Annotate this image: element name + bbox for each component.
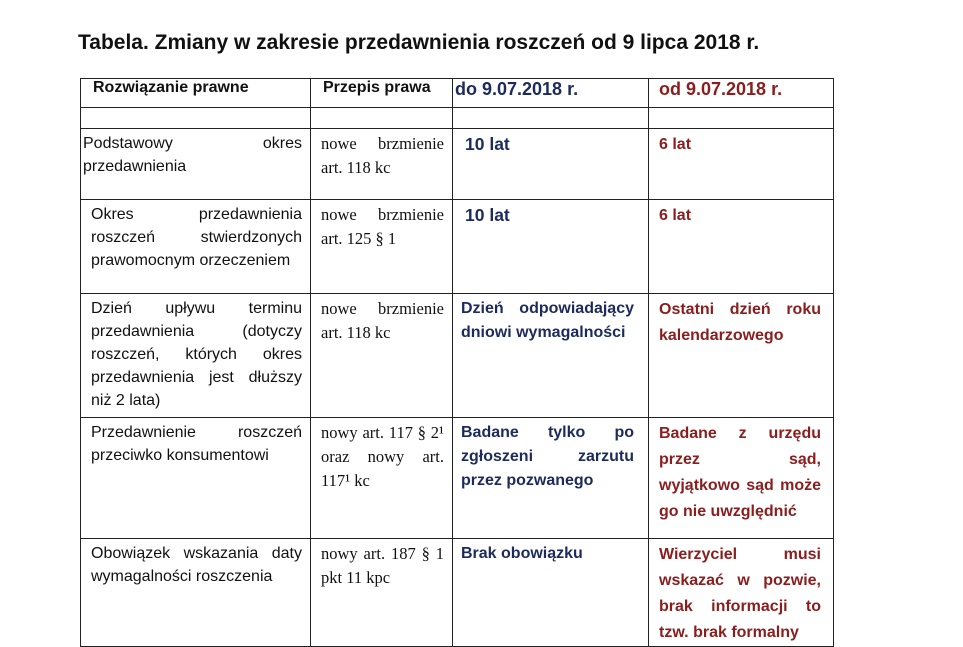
table-row <box>81 129 834 200</box>
empty-cell <box>649 108 834 129</box>
table-row <box>81 294 834 418</box>
header-provision: Przepis prawa <box>311 79 453 108</box>
cell-provision: nowy art. 187 § 1 pkt 11 kpc <box>311 539 453 647</box>
header-before-date: do 9.07.2018 r. <box>453 79 649 108</box>
table-row <box>81 418 834 539</box>
cell-before: Dzień odpowiadający dniowi wymagalności <box>453 294 649 418</box>
cell-after: Badane z urzędu przez sąd, wyjątkowo sąd może go nie uwzględnić <box>649 418 834 539</box>
table-row <box>81 200 834 294</box>
cell-solution: Obowiązek wskazania daty wymagalności roszczenia <box>81 539 311 647</box>
cell-solution: Podstawowy okres przedawnienia <box>81 129 311 200</box>
cell-after: 6 lat <box>649 129 834 200</box>
cell-after: 6 lat <box>649 200 834 294</box>
header-solution: Rozwiązanie prawne <box>81 79 311 108</box>
cell-provision: nowe brzmienie art. 125 § 1 <box>311 200 453 294</box>
table-row <box>81 539 834 647</box>
cell-before: 10 lat <box>453 200 649 294</box>
empty-row <box>81 108 834 129</box>
empty-cell <box>453 108 649 129</box>
cell-provision: nowe brzmienie art. 118 kc <box>311 129 453 200</box>
document-title: Tabela. Zmiany w zakresie przedawnienia roszczeń od 9 lipca 2018 r. <box>78 31 760 54</box>
cell-solution: Dzień upływu terminu przedawnienia (dotyczy roszczeń, których okres przedawnienia jest dłuższy niż 2 lata) <box>81 294 311 418</box>
cell-solution: Okres przedawnienia roszczeń stwierdzonych prawomocnym orzeczeniem <box>81 200 311 294</box>
table-header-row <box>81 79 834 108</box>
empty-cell <box>81 108 311 129</box>
empty-cell <box>311 108 453 129</box>
cell-solution: Przedawnienie roszczeń przeciwko konsumentowi <box>81 418 311 539</box>
cell-before: Badane tylko po zgłoszeni zarzutu przez pozwanego <box>453 418 649 539</box>
header-after-date: od 9.07.2018 r. <box>649 79 834 108</box>
statute-changes-table <box>80 78 834 647</box>
cell-before: 10 lat <box>453 129 649 200</box>
cell-before: Brak obowiązku <box>453 539 649 647</box>
cell-after: Wierzyciel musi wskazać w pozwie, brak informacji to tzw. brak formalny <box>649 539 834 647</box>
cell-after: Ostatni dzień roku kalendarzowego <box>649 294 834 418</box>
cell-provision: nowe brzmienie art. 118 kc <box>311 294 453 418</box>
cell-provision: nowy art. 117 § 2¹ oraz nowy art. 117¹ kc <box>311 418 453 539</box>
